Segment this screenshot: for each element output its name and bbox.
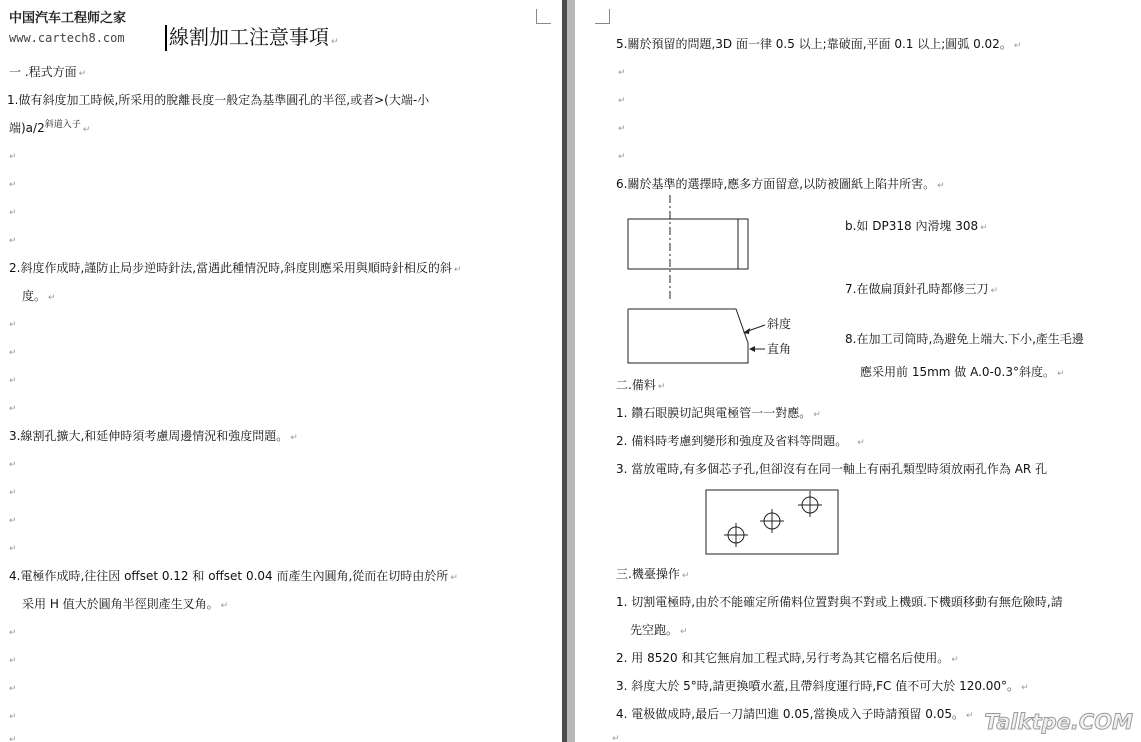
core-holes-diagram [705, 488, 840, 556]
taper-diagram [625, 305, 795, 370]
paragraph-mark: ↵ [618, 124, 626, 134]
prep-item-3[interactable]: 3. 當放電時,有多個芯子孔,但卻沒有在同一軸上有兩孔類型時須放兩孔作為 AR 孔 [616, 462, 1048, 476]
section-machine-operation[interactable]: 三.機臺操作 ↵ [616, 567, 690, 581]
section-material-prep[interactable]: 二.備料 ↵ [616, 378, 666, 392]
paragraph-mark: ↵ [9, 180, 17, 190]
paragraph-mark: ↵ [9, 735, 17, 742]
paragraph-mark: ↵ [9, 460, 17, 470]
item-6[interactable]: 6.關於基準的選擇時,應多方面留意,以防被圖紙上陷井所害。 ↵ [616, 177, 945, 191]
item-7[interactable]: 7.在做扁頂針孔時都修三刀 ↵ [845, 282, 998, 296]
paragraph-mark: ↵ [618, 68, 626, 78]
page-gutter [567, 0, 575, 742]
document-page-right [575, 0, 1141, 742]
document-page-left [0, 0, 562, 742]
paragraph-mark: ↵ [9, 376, 17, 386]
item-4-line-1[interactable]: 4.電極作成時,往往因 offset 0.12 和 offset 0.04 而產生內圓角,從而在切時由於所 ↵ [9, 569, 458, 583]
paragraph-mark: ↵ [9, 488, 17, 498]
reference-datum-diagram [625, 195, 755, 305]
paragraph-mark: ↵ [9, 348, 17, 358]
item-1-line-2[interactable]: 端)$a/2^{斜道入子}$ ↵ [9, 120, 91, 135]
text-cursor [165, 25, 167, 51]
item-8-line-1[interactable]: 8.在加工司筒時,為避免上端大.下小,產生毛邊 [845, 332, 1084, 346]
item-8-line-2[interactable]: 應采用前 15mm 做 A.0-0.3°斜度。 ↵ [860, 365, 1065, 379]
paragraph-mark: ↵ [9, 684, 17, 694]
prep-item-2[interactable]: 2. 備料時考慮到變形和強度及省料等問題。 ↵ [616, 434, 865, 448]
crop-mark-top-left [595, 9, 610, 24]
paragraph-mark: ↵ [9, 320, 17, 330]
item-2-line-2[interactable]: 度。 ↵ [22, 289, 56, 303]
prep-item-1[interactable]: 1. 鑽石眼膜切記與電極管一一對應。 ↵ [616, 406, 821, 420]
paragraph-mark: ↵ [9, 404, 17, 414]
item-1-line-1[interactable]: 1.做有斜度加工時候,所采用的脫離長度一般定為基準圓孔的半徑,或者>(大端-小 [7, 93, 430, 107]
paragraph-mark: ↵ [618, 152, 626, 162]
item-4-line-2[interactable]: 采用 H 值大於圓角半徑則產生叉角。 ↵ [22, 597, 229, 611]
paragraph-mark: ↵ [9, 656, 17, 666]
op-item-2[interactable]: 2. 用 8520 和其它無肩加工程式時,另行考為其它檔名后使用。 ↵ [616, 651, 959, 665]
paragraph-mark: ↵ [9, 628, 17, 638]
paragraph-mark: ↵ [618, 96, 626, 106]
paragraph-mark: ↵ [9, 544, 17, 554]
paragraph-mark: ↵ [9, 516, 17, 526]
item-2-line-1[interactable]: 2.斜度作成時,謹防止局步逆時針法,當遇此種情況時,斜度則應采用與順時針相反的斜 ↵ [9, 261, 462, 275]
note-b[interactable]: b.如 DP318 內滑塊 308 ↵ [845, 219, 988, 233]
item-5[interactable]: 5.關於預留的問題,3D 面一律 0.5 以上;靠破面,平面 0.1 以上;圓弧 0.02。 ↵ [616, 37, 1022, 51]
paragraph-mark: ↵ [9, 208, 17, 218]
op-item-1-line-1[interactable]: 1. 切割電極時,由於不能確定所備料位置對與不對或上機頭.下機頭移動有無危險時,請 [616, 595, 1063, 609]
item-3[interactable]: 3.線割孔擴大,和延伸時須考慮周邊情況和強度問題。 ↵ [9, 429, 298, 443]
paragraph-mark: ↵ [9, 152, 17, 162]
site-logo-text: 中国汽车工程师之家 [9, 11, 127, 26]
document-title[interactable]: 線割加工注意事項 ↵ [169, 25, 339, 49]
watermark-logo: Talktpe.COM [984, 710, 1133, 734]
site-logo-url: www.cartech8.com [9, 31, 125, 45]
op-item-4[interactable]: 4. 電极做成時,最后一刀請凹進 0.05,當換成入子時請預留 0.05。 ↵ [616, 707, 974, 721]
op-item-3[interactable]: 3. 斜度大於 5°時,請更換噴水蓋,且帶斜度運行時,FC 值不可大於 120.00°。 ↵ [616, 679, 1029, 693]
paragraph-mark: ↵ [612, 734, 620, 742]
paragraph-mark: ↵ [9, 712, 17, 722]
crop-mark-top-right [536, 9, 551, 24]
op-item-1-line-2[interactable]: 先空跑。 ↵ [630, 623, 688, 637]
label-taper: 斜度 [767, 317, 792, 331]
paragraph-mark: ↵ [9, 236, 17, 246]
section-program[interactable]: 一 .程式方面 ↵ [9, 65, 87, 79]
label-right-angle: 直角 [767, 342, 792, 356]
